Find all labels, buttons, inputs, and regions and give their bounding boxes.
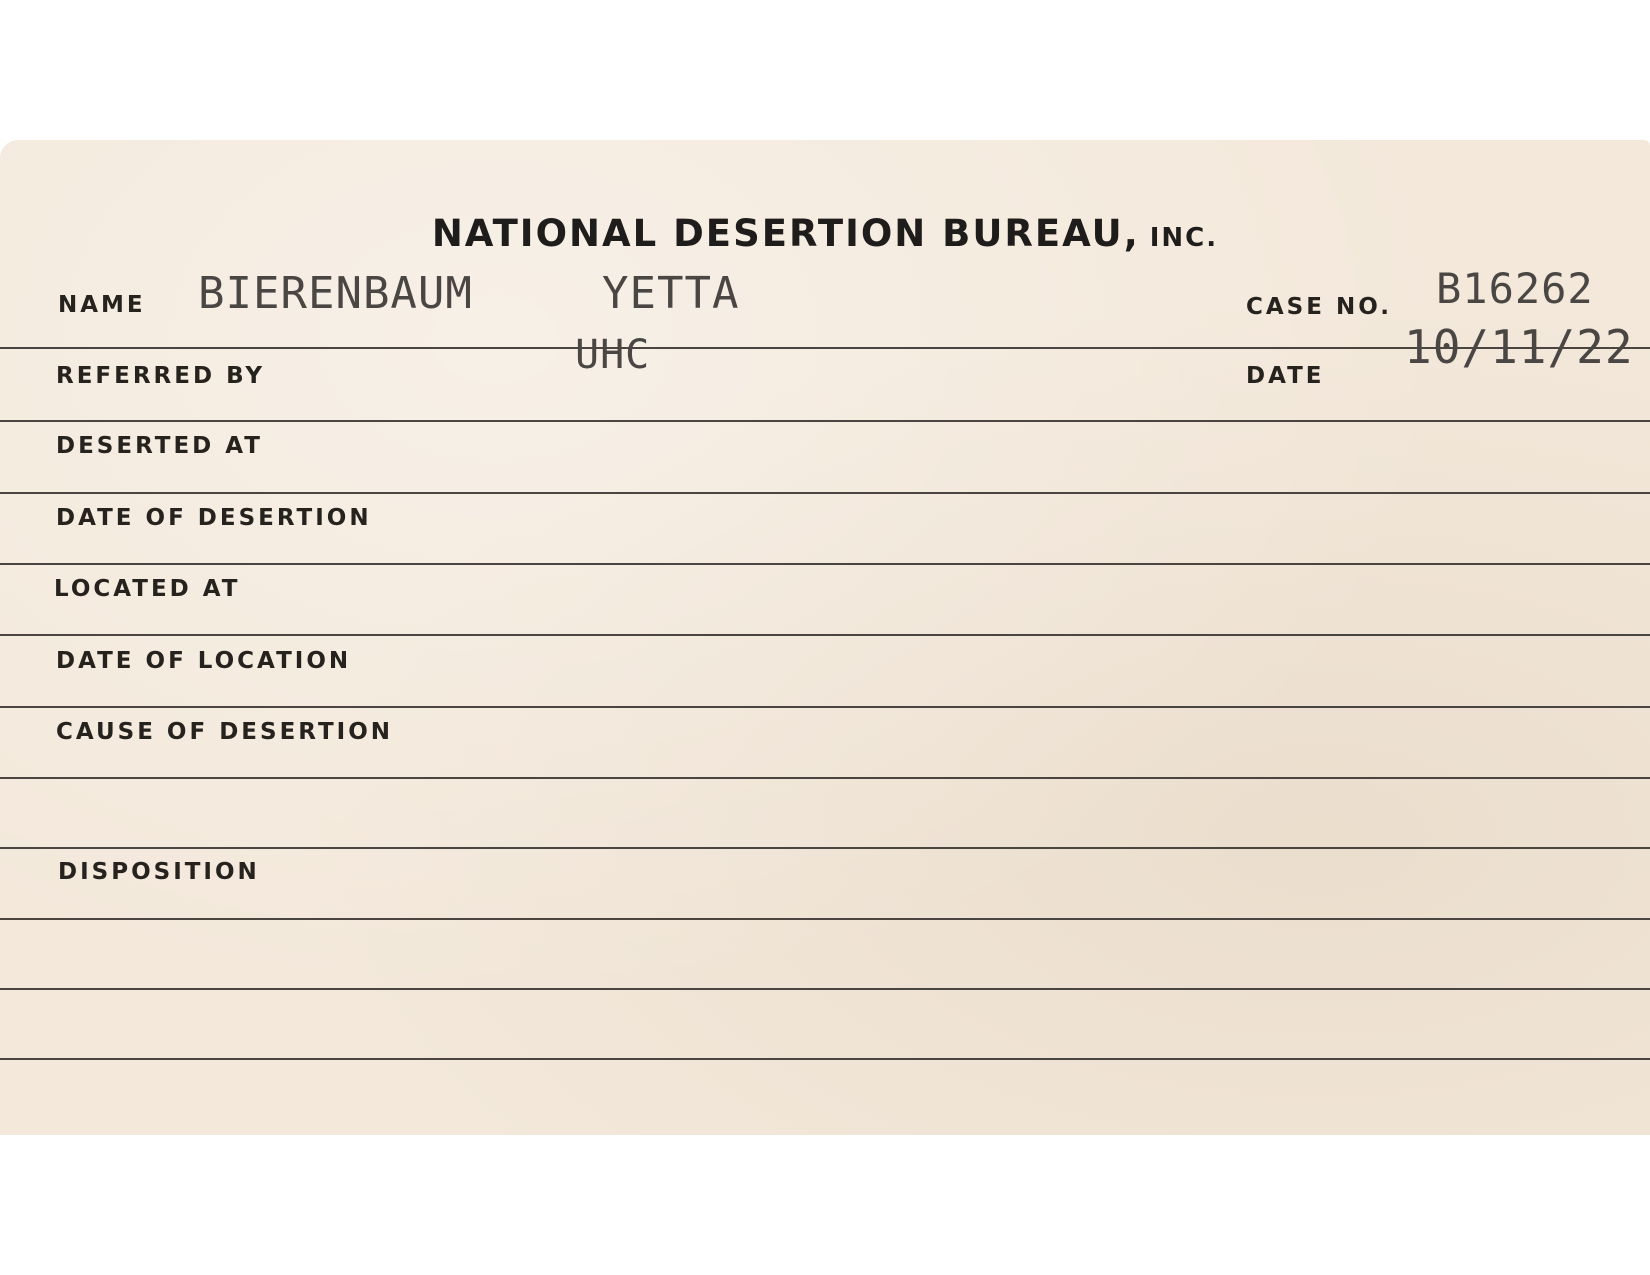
case-no-value: B16262 (1436, 264, 1594, 313)
surname-value: BIERENBAUM (198, 268, 473, 319)
card-title-main: NATIONAL DESERTION BUREAU, (431, 212, 1140, 255)
name-label: NAME (58, 292, 146, 318)
date-of-location-label: DATE OF LOCATION (56, 648, 352, 674)
located-at-label: LOCATED AT (54, 576, 241, 602)
index-card (0, 140, 1650, 1135)
deserted-at-row-line (0, 492, 1650, 494)
disposition-extra-line-1 (0, 988, 1650, 990)
date-of-desertion-label: DATE OF DESERTION (56, 505, 372, 531)
case-no-label: CASE NO. (1246, 294, 1392, 320)
disposition-label: DISPOSITION (58, 859, 260, 885)
date-of-desertion-row-line (0, 563, 1650, 565)
disposition-extra-line-2 (0, 1058, 1650, 1060)
given-name-value: YETTA (602, 268, 740, 319)
referred-by-value: UHC (575, 332, 651, 378)
located-at-row-line (0, 634, 1650, 636)
cause-of-desertion-row-line (0, 777, 1650, 779)
date-of-location-row-line (0, 706, 1650, 708)
card-title (0, 212, 1650, 255)
name-row-line (0, 347, 1650, 349)
referred-by-label: REFERRED BY (56, 363, 266, 389)
date-label: DATE (1246, 363, 1325, 389)
cause-of-desertion-label: CAUSE OF DESERTION (56, 719, 394, 745)
card-title-suffix: INC. (1149, 223, 1219, 253)
disposition-row-line (0, 918, 1650, 920)
deserted-at-label: DESERTED AT (56, 433, 263, 459)
referred-by-row-line (0, 420, 1650, 422)
date-value: 10/11/22 (1404, 320, 1634, 374)
cause-of-desertion-extra-line (0, 847, 1650, 849)
